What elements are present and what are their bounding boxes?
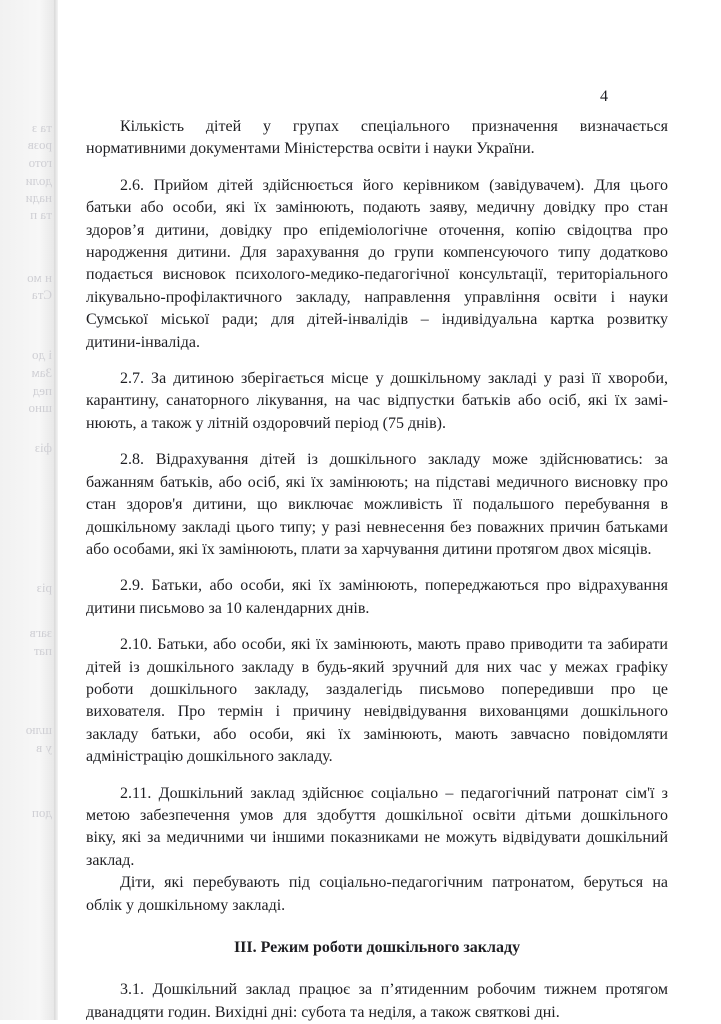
bleed-fragment: загв xyxy=(29,625,52,640)
bleed-fragment: різ xyxy=(36,580,52,595)
bleed-fragment: нади xyxy=(25,190,52,205)
scan-page-edge xyxy=(54,0,58,1020)
text-line: дитини-інваліда. xyxy=(86,333,200,351)
text-line: метою забезпечення умов для здобуття дошкільної освіти дітьми дошкільного xyxy=(86,806,668,824)
paragraph-2-11 xyxy=(86,783,668,873)
bleed-fragment: н мо xyxy=(27,270,52,285)
text-line: бажанням батьків, або осіб, які їх замінюють; на підставі медичного висновку про xyxy=(86,473,668,491)
bleed-fragment: пед xyxy=(32,383,52,398)
scan-left-margin xyxy=(0,0,56,1020)
text-line: карантину, санаторного лікування, на час відпустки батьків або осіб, які їх замі- xyxy=(86,392,668,410)
text-line: 2.8. Відрахування дітей із дошкільного закладу може здійснюватись: за xyxy=(120,451,668,469)
bleed-fragment: розв xyxy=(27,137,52,152)
spacer xyxy=(86,620,668,634)
text-line: закладу батьки, або особи, які їх замінюють, мають завчасно повідомляти xyxy=(86,725,668,743)
bleed-fragment: і до xyxy=(32,347,52,362)
section-heading: ІІІ. Режим роботи дошкільного закладу xyxy=(233,939,521,956)
text-line: нюють, а також у літній оздоровчий період (75 днів). xyxy=(86,414,446,432)
text-line: Сумської міської ради; для дітей-інвалідів – індивідуальна картка розвитку xyxy=(86,311,668,329)
text-line: подається висновок психолого-медико-педагогічної консультації, територіального xyxy=(86,266,668,284)
page-number: 4 xyxy=(600,88,608,105)
text-line: батьки або особи, які їх замінюють, подають заяву, медичну довідку про стан xyxy=(86,199,668,217)
text-line: народження дитини. Для зарахування до групи компенсуючого типу додатково xyxy=(86,244,668,262)
text-line: дітей із дошкільного закладу в будь-який зручний для них час у межах графіку xyxy=(86,658,668,676)
bleed-fragment: у в xyxy=(36,740,52,755)
paragraph-intro xyxy=(86,116,668,161)
text-line: лікувально-профілактичного закладу, направлення управління освіти і науки xyxy=(86,288,668,306)
text-line: віку, які за медичними чи іншими показниками не можуть відвідувати дошкільний xyxy=(86,829,668,847)
bleed-fragment: гото xyxy=(28,155,52,170)
paragraph-2-10 xyxy=(86,634,668,768)
paragraph-3-1 xyxy=(86,979,668,1024)
text-line: роботи дошкільного закладу, заздалегідь письмово попередивши про це xyxy=(86,680,668,698)
spacer xyxy=(86,161,668,175)
text-line: 2.6. Прийом дітей здійснюється його керівником (завідувачем). Для цього xyxy=(120,176,668,194)
spacer xyxy=(86,769,668,783)
text-line: вихователя. Про термін і причину невідвідування вихованцями дошкільного xyxy=(86,703,668,721)
text-line: Діти, які перебувають під соціально-педагогічним патронатом, беруться на xyxy=(120,874,668,892)
text-line: облік у дошкільному закладі. xyxy=(86,896,286,914)
text-line: заклад. xyxy=(86,851,135,869)
text-line: здоров’я дитини, довідку про епідеміологічне оточення, копію свідоцтва про xyxy=(86,221,668,239)
spacer xyxy=(86,354,668,368)
bleed-fragment: пат xyxy=(33,643,52,658)
bleed-fragment: доли xyxy=(25,173,52,188)
paragraph-2-6 xyxy=(86,175,668,354)
paragraph-2-11-b xyxy=(86,872,668,917)
text-line: 2.10. Батьки, або особи, які їх замінюють, мають право приводити та забирати xyxy=(120,636,668,654)
text-line: 2.9. Батьки, або особи, які їх замінюють, попереджаються про відрахування xyxy=(120,577,668,595)
bleed-fragment: та з xyxy=(32,120,52,135)
text-line: дошкільному закладі цього типу; у разі невнесення без поважних причин батьками xyxy=(86,518,668,536)
spacer xyxy=(86,561,668,575)
paragraph-2-8 xyxy=(86,449,668,561)
text-line: адміністрацію дошкільного закладу. xyxy=(86,748,333,766)
paragraph-2-9 xyxy=(86,575,668,620)
bleed-fragment: фіз xyxy=(34,440,52,455)
text-line: або особами, які їх замінюють, плати за харчування дитини протягом двох місяців. xyxy=(86,540,652,558)
bleed-fragment: Ста xyxy=(31,287,52,302)
text-line: стан здоров'я дитини, що виключає можливість її подальшого перебування в xyxy=(86,496,668,514)
text-line: дитини письмово за 10 календарних днів. xyxy=(86,599,370,617)
spacer xyxy=(86,435,668,449)
bleed-fragment: шно xyxy=(28,400,52,415)
text-line: 3.1. Дошкільний заклад працює за п’ятиденним робочим тижнем протягом xyxy=(120,981,668,999)
text-line: нормативними документами Міністерства освіти і науки України. xyxy=(86,140,535,158)
bleed-fragment: та п xyxy=(30,207,52,222)
text-line: 2.11. Дошкільний заклад здійснює соціально – педагогічний патронат сім'ї з xyxy=(120,784,668,802)
paragraph-2-7 xyxy=(86,368,668,435)
bleed-fragment: Зам xyxy=(31,365,52,380)
spacer xyxy=(86,959,668,979)
text-line: Кількість дітей у групах спеціального призначення визначається xyxy=(120,118,668,135)
bleed-fragment: доп xyxy=(31,805,52,820)
spacer xyxy=(86,917,668,937)
text-line: дванадцяти годин. Вихідні дні: субота та неділя, а також святкові дні. xyxy=(86,1003,560,1021)
text-line: 2.7. За дитиною зберігається місце у дошкільному закладі у разі її хвороби, xyxy=(120,370,668,388)
document-body xyxy=(86,116,668,1024)
bleed-fragment: шлю xyxy=(25,722,52,737)
